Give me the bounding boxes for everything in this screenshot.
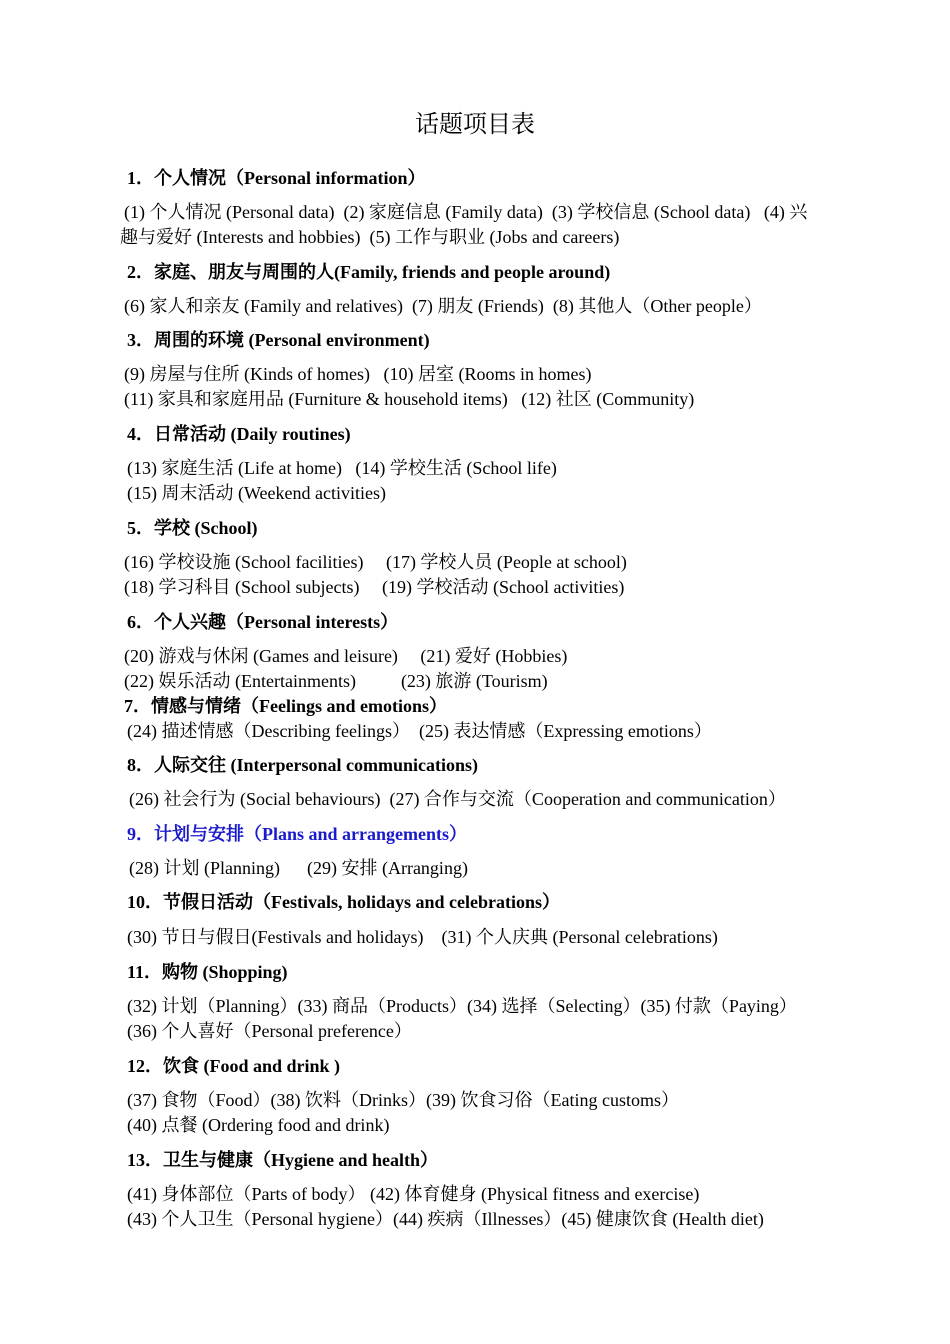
section-8-line-1: (26) 社会行为 (Social behaviours) (27) 合作与交流（Cooperation and communication） [129, 789, 786, 809]
section-12-line-1: (37) 食物（Food）(38) 饮料（Drinks）(39) 饮食习俗（Eating customs） [127, 1090, 679, 1110]
section-12-heading: 12．饮食 (Food and drink ) [127, 1056, 341, 1076]
section-4-heading: 4．日常活动 (Daily routines) [127, 424, 351, 444]
section-1-line-2: 趣与爱好 (Interests and hobbies) (5) 工作与职业 (Jobs and careers) [120, 227, 620, 247]
section-10-heading: 10．节假日活动（Festivals, holidays and celebrations） [127, 892, 561, 912]
section-4-line-2: (15) 周末活动 (Weekend activities) [127, 483, 386, 503]
section-5-heading: 5．学校 (School) [127, 518, 258, 538]
section-6-line-2: (22) 娱乐活动 (Entertainments) (23) 旅游 (Tourism) [124, 671, 548, 691]
section-2-heading: 2．家庭、朋友与周围的人(Family, friends and people around) [127, 262, 611, 282]
section-6-heading: 6．个人兴趣（Personal interests） [127, 612, 399, 632]
section-3-heading: 3．周围的环境 (Personal environment) [127, 330, 430, 350]
section-1-line-1: (1) 个人情况 (Personal data) (2) 家庭信息 (Family data) (3) 学校信息 (School data) (4) 兴 [124, 202, 808, 222]
section-11-heading: 11．购物 (Shopping) [127, 962, 288, 982]
section-7-line-1: (24) 描述情感（Describing feelings） (25) 表达情感（Expressing emotions） [127, 721, 712, 741]
section-5-line-2: (18) 学习科目 (School subjects) (19) 学校活动 (School activities) [124, 577, 625, 597]
section-9-heading: 9．计划与安排（Plans and arrangements） [127, 824, 468, 844]
section-1-heading: 1．个人情况（Personal information） [127, 168, 426, 188]
section-10-line-1: (30) 节日与假日(Festivals and holidays) (31) 个人庆典 (Personal celebrations) [127, 927, 718, 947]
section-3-line-1: (9) 房屋与住所 (Kinds of homes) (10) 居室 (Rooms in homes) [124, 364, 592, 384]
section-9-line-1: (28) 计划 (Planning) (29) 安排 (Arranging) [129, 858, 468, 878]
section-13-heading: 13．卫生与健康（Hygiene and health） [127, 1150, 439, 1170]
section-4-line-1: (13) 家庭生活 (Life at home) (14) 学校生活 (School life) [127, 458, 557, 478]
section-7-heading: 7．情感与情绪（Feelings and emotions） [124, 696, 448, 716]
section-12-line-2: (40) 点餐 (Ordering food and drink) [127, 1115, 390, 1135]
section-6-line-1: (20) 游戏与休闲 (Games and leisure) (21) 爱好 (Hobbies) [124, 646, 568, 666]
section-11-line-2: (36) 个人喜好（Personal preference） [127, 1021, 412, 1041]
section-3-line-2: (11) 家具和家庭用品 (Furniture & household items) (12) 社区 (Community) [124, 389, 695, 409]
section-13-line-1: (41) 身体部位（Parts of body） (42) 体育健身 (Physical fitness and exercise) [127, 1184, 700, 1204]
section-8-heading: 8．人际交往 (Interpersonal communications) [127, 755, 478, 775]
section-11-line-1: (32) 计划（Planning）(33) 商品（Products）(34) 选择（Selecting）(35) 付款（Paying） [127, 996, 797, 1016]
section-5-line-1: (16) 学校设施 (School facilities) (17) 学校人员 (People at school) [124, 552, 627, 572]
section-2-line-1: (6) 家人和亲友 (Family and relatives) (7) 朋友 (Friends) (8) 其他人（Other people） [124, 296, 762, 316]
page-title: 话题项目表 [415, 110, 535, 138]
section-13-line-2: (43) 个人卫生（Personal hygiene）(44) 疾病（Illnesses）(45) 健康饮食 (Health diet) [127, 1209, 764, 1229]
